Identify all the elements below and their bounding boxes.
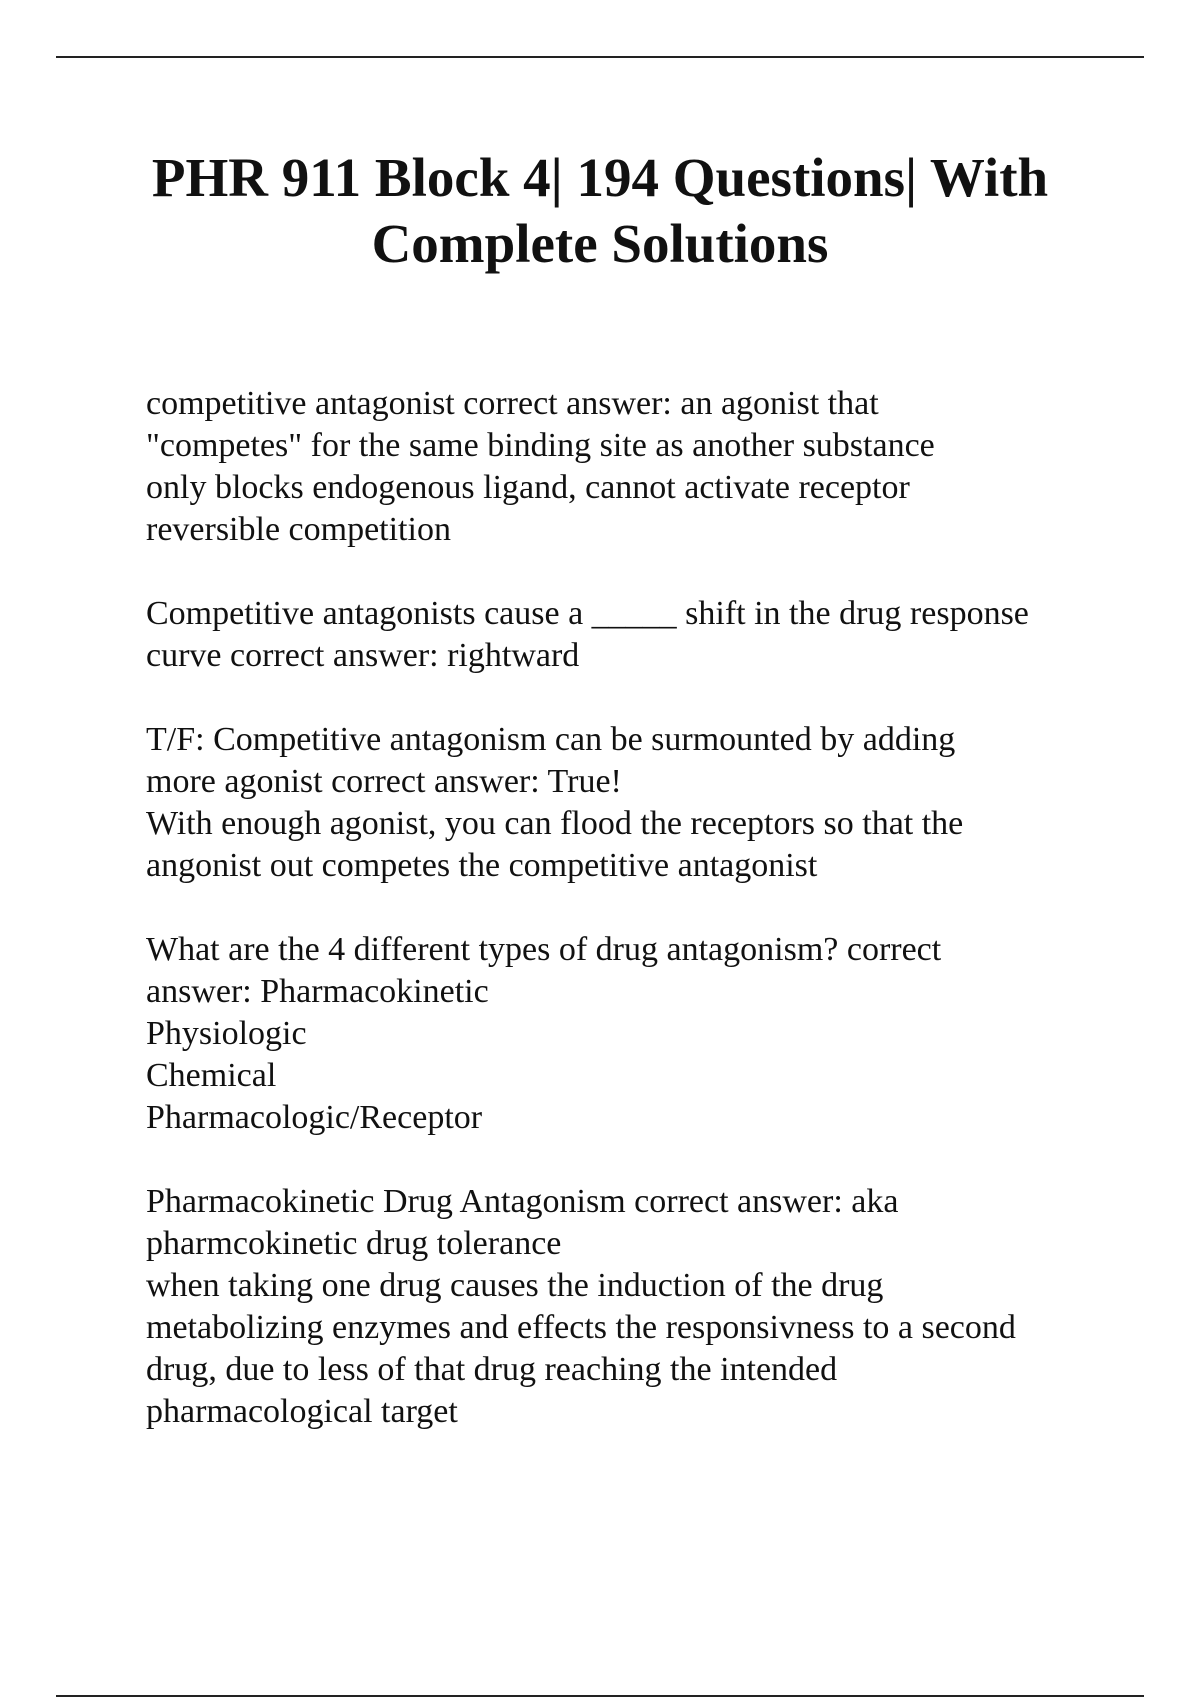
text-line: Pharmacologic/Receptor [146, 1099, 483, 1136]
text-line: drug, due to less of that drug reaching the intended [146, 1351, 838, 1388]
text-line: pharmacological target [146, 1393, 458, 1430]
title-line: Complete Solutions [371, 213, 829, 274]
qa-block [146, 593, 1146, 677]
text-line: pharmcokinetic drug tolerance [146, 1225, 562, 1262]
qa-block [146, 1181, 1146, 1433]
text-line: competitive antagonist correct answer: an agonist that [146, 385, 879, 422]
qa-block [146, 719, 1146, 887]
text-line: Pharmacokinetic Drug Antagonism correct answer: aka [146, 1183, 899, 1220]
text-line: angonist out competes the competitive antagonist [146, 847, 818, 884]
text-line: only blocks endogenous ligand, cannot activate receptor [146, 469, 910, 506]
text-line: Physiologic [146, 1015, 307, 1052]
text-line: answer: Pharmacokinetic [146, 973, 489, 1010]
qa-block [146, 383, 1146, 551]
text-line: Chemical [146, 1057, 277, 1094]
text-line: Competitive antagonists cause a _____ shift in the drug response [146, 595, 1029, 632]
text-line: curve correct answer: rightward [146, 637, 580, 674]
document-title [60, 145, 1140, 277]
header-rule [56, 56, 1144, 58]
text-line: What are the 4 different types of drug antagonism? correct [146, 931, 942, 968]
text-line: reversible competition [146, 511, 451, 548]
text-line: more agonist correct answer: True! [146, 763, 622, 800]
title-line: PHR 911 Block 4| 194 Questions| With [151, 147, 1049, 208]
qa-block [146, 929, 1146, 1139]
footer-rule [56, 1695, 1144, 1697]
text-line: T/F: Competitive antagonism can be surmounted by adding [146, 721, 956, 758]
document-body [146, 383, 1146, 1475]
text-line: With enough agonist, you can flood the receptors so that the [146, 805, 964, 842]
text-line: "competes" for the same binding site as another substance [146, 427, 935, 464]
text-line: when taking one drug causes the induction of the drug [146, 1267, 884, 1304]
text-line: metabolizing enzymes and effects the responsivness to a second [146, 1309, 1016, 1346]
